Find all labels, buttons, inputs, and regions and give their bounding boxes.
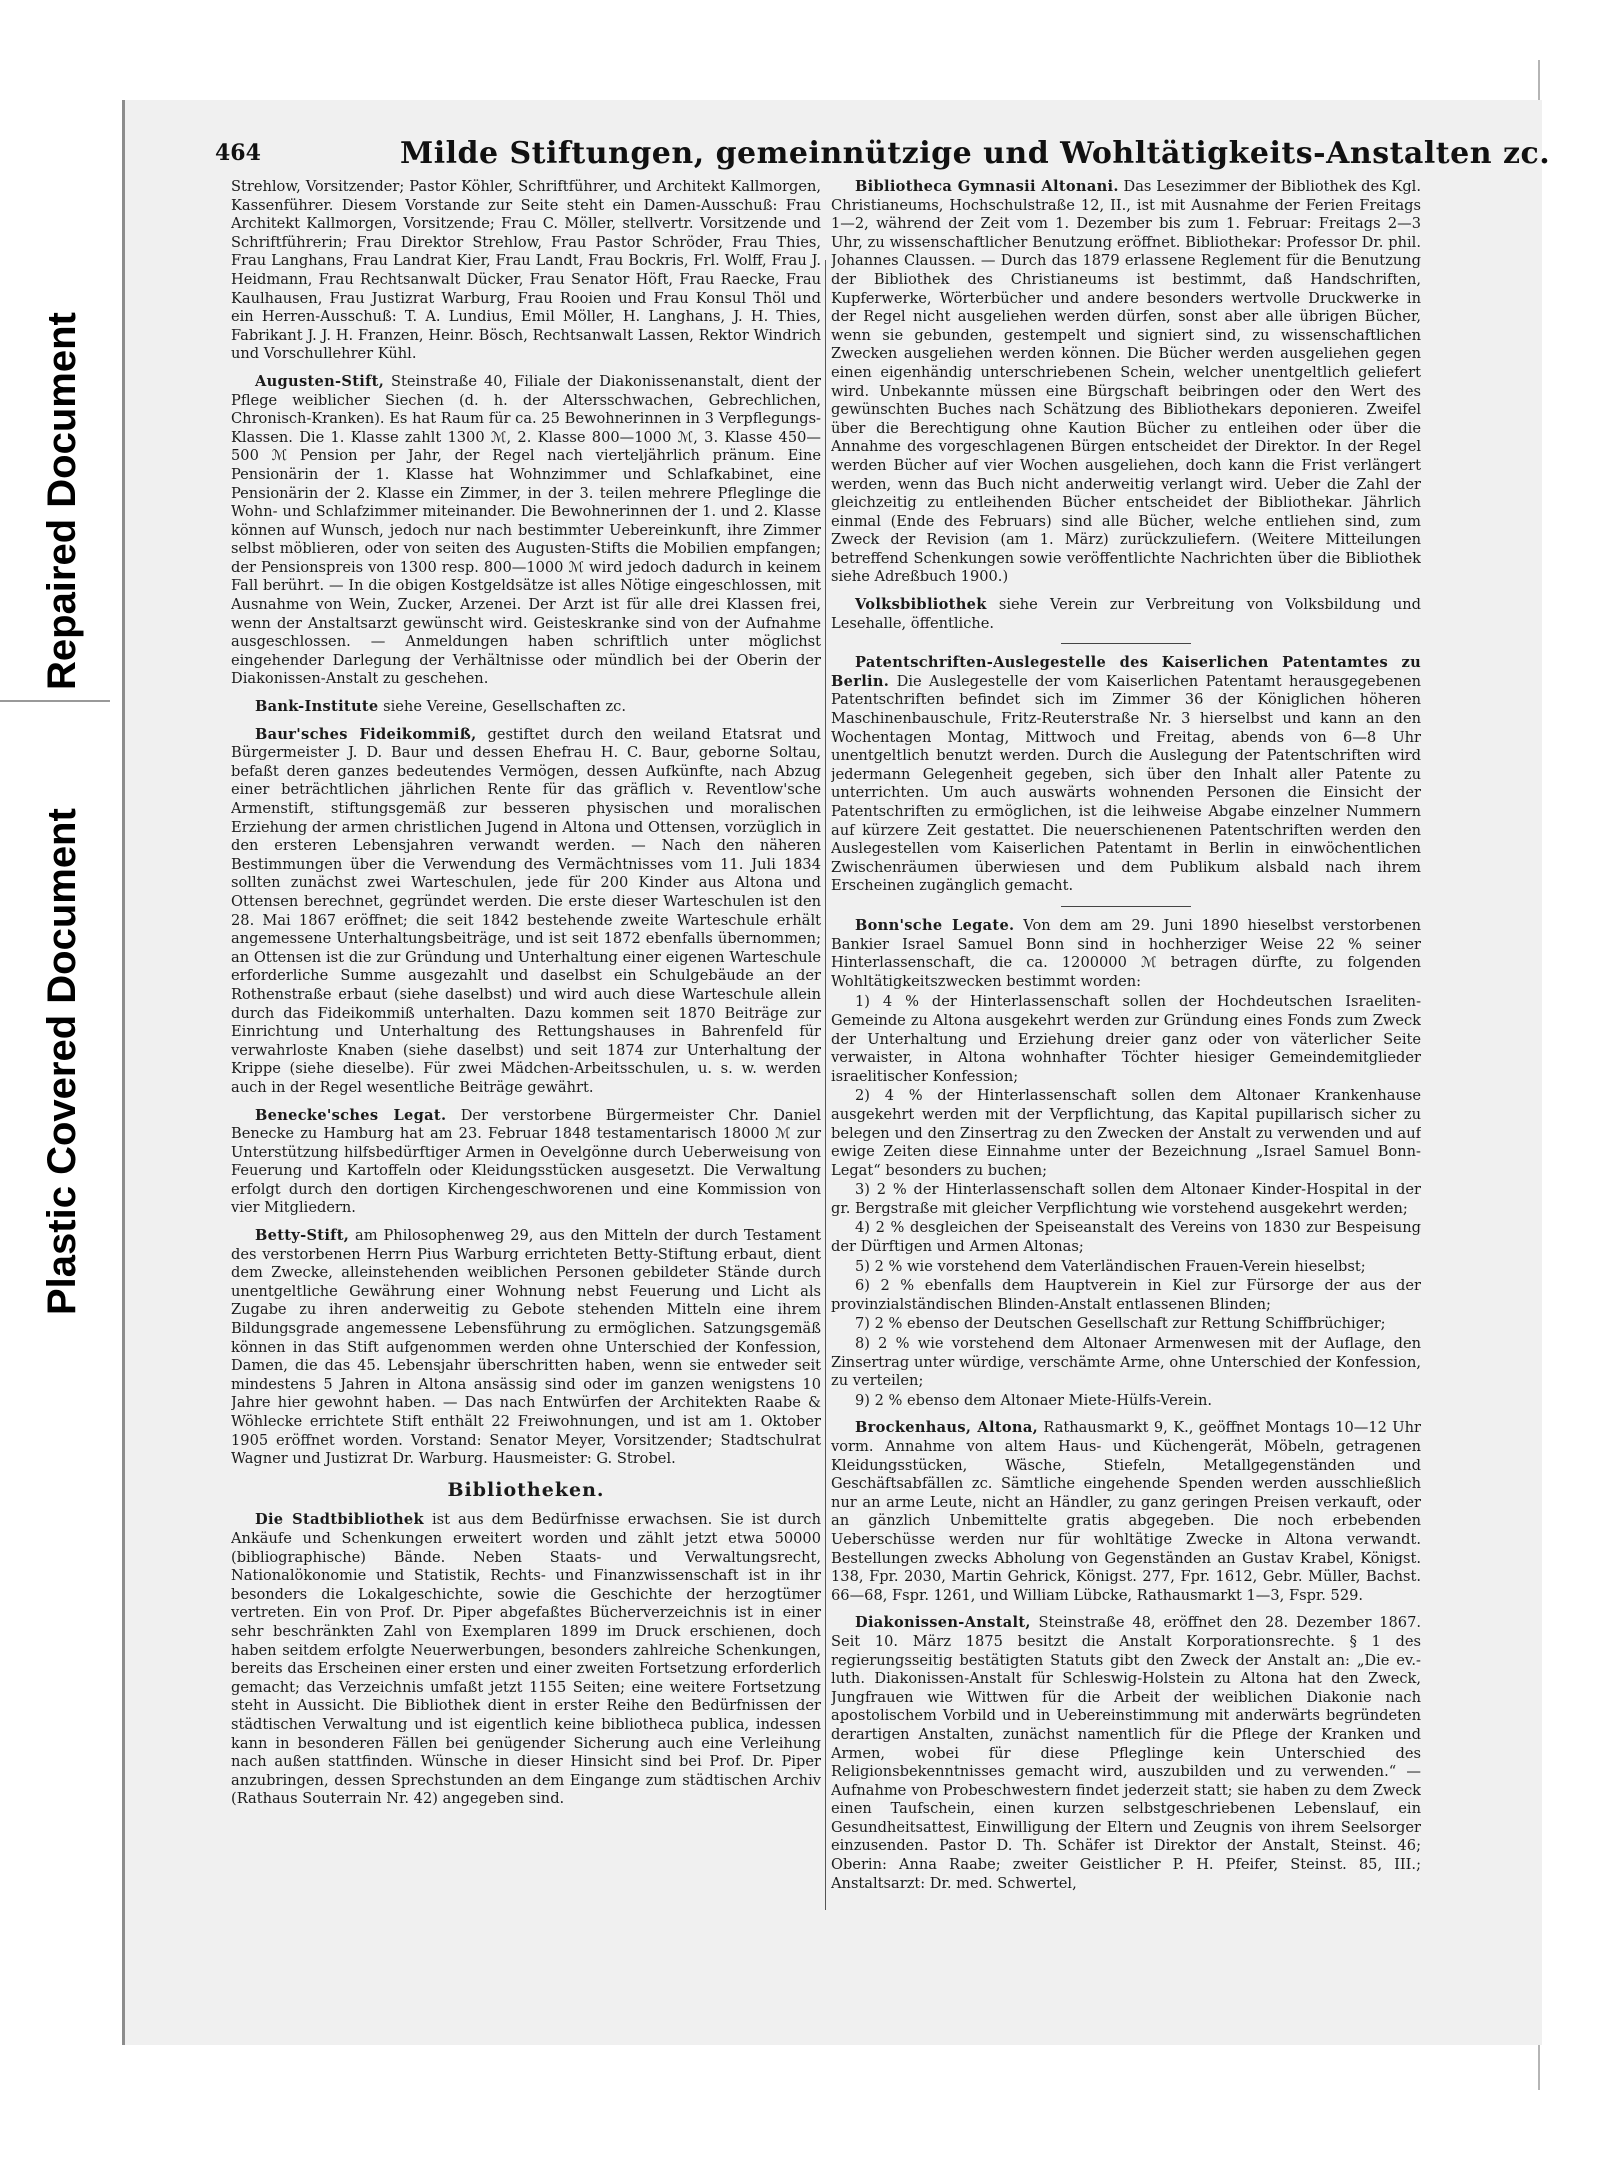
left-column (231, 178, 821, 1968)
entry-title: Die Stadtbibliothek (255, 1511, 424, 1529)
entry-stadtbibliothek: Die Stadtbibliothek ist aus dem Bedürfnisse erwachsen. Sie ist durch Ankäufe und Schenkungen erweitert worden und zählt jetzt etwa 50000 (bibliographische) Bände. Neben Staats- und Verwaltungsrecht, Nationalökonomie und Statistik, Rechts- und Finanzwissenschaft ist in ihr besonders die Lokalgeschichte, sowie die Geschichte der herzogtümer vertreten. Ein von Prof. Dr. Piper abgefaßtes Bücherverzeichnis ist in einer sehr beschränkten Zahl von Exemplaren 1899 im Druck erschienen, doch haben seitdem erfolgte Neuerwerbungen, besonders zahlreiche Schenkungen, bereits das Erscheinen einer ersten und einer zweiten Fortsetzung erforderlich gemacht; das Verzeichnis umfaßt jetzt 1155 Seiten; eine weitere Fortsetzung steht in Aussicht. Die Bibliothek dient in erster Reihe den Bedürfnissen der städtischen Verwaltung und ist eigentlich keine bibliotheca publica, indessen kann in besonderen Fällen bei genügender Sicherung auch eine Verleihung nach außen stattfinden. Wünsche in dieser Hinsicht sind bei Prof. Dr. Piper anzubringen, dessen Sprechstunden an dem Eingange zum städtischen Archiv (Rathaus Souterrain Nr. 42) angegeben sind. (231, 1511, 821, 1808)
list-item: 8) 2 % wie vorstehend dem Altonaer Armenwesen mit der Auflage, den Zinsertrag unter würdige, verschämte Arme, ohne Unterschied der Konfession, zu verteilen; (831, 1335, 1421, 1390)
entry-title: Volksbibliothek (855, 596, 987, 614)
entry-title: Augusten-Stift, (255, 372, 385, 390)
label-divider (0, 700, 110, 702)
entry-bonn-legate: Bonn'sche Legate. Von dem am 29. Juni 1890 hieselbst verstorbenen Bankier Israel Samuel Bonn sind in hochherziger Weise 22 % seiner Hinterlassenschaft, die ca. 1200000 ℳ betragen dürfte, zu folgenden Wohltätigkeitszwecken bestimmt worden: (831, 916, 1421, 990)
entry-augusten-stift: Augusten-Stift, Steinstraße 40, Filiale der Diakonissenanstalt, dient der Pflege weiblicher Siechen (d. h. der Altersschwachen, Gebrechlichen, Chronisch-Kranken). Es hat Raum für ca. 25 Bewohnerinnen in 3 Verpflegungs-Klassen. Die 1. Klasse zahlt 1300 ℳ, 2. Klasse 800—1000 ℳ, 3. Klasse 450—500 ℳ Pension per Jahr, der Regel nach vierteljährlich pränum. Eine Pensionärin der 1. Klasse hat Wohnzimmer und Schlafkabinet, eine Pensionärin der 2. Klasse ein Zimmer, in der 3. teilen mehrere Pfleglinge die Wohn- und Schlafzimmer miteinander. Die Bewohnerinnen der 1. und 2. Klasse können auf Wunsch, jedoch nur nach bestimmter Uebereinkunft, ihre Zimmer selbst möblieren, oder von seiten des Augusten-Stifts die Mobilien empfangen; der Pensionspreis von 1300 resp. 800—1000 ℳ wird jedoch dadurch in keinem Fall berührt. — In die obigen Kostgeldsätze ist alles Nötige eingeschlossen, mit Ausnahme von Wein, Zucker, Arzenei. Der Arzt ist für alle drei Klassen frei, wenn der Anstaltsarzt gewünscht wird. Geisteskranke sind von der Aufnahme ausgeschlossen. — Anmeldungen haben schriftlich unter möglichst eingehender Darlegung der Verhältnisse oder mündlich bei der Oberin der Diakonissen-Anstalt zu geschehen. (231, 372, 821, 688)
section-heading-bibliotheken: Bibliotheken. (447, 1478, 605, 1501)
list-item: 5) 2 % wie vorstehend dem Vaterländischen Frauen-Verein hieselbst; (855, 1257, 1366, 1275)
list-item: 7) 2 % ebenso der Deutschen Gesellschaft zur Rettung Schiffbrüchiger; (855, 1315, 1386, 1333)
separator-rule (1061, 906, 1191, 907)
list-item: 2) 4 % der Hinterlassenschaft sollen dem Altonaer Krankenhause ausgekehrt werden mit der Verpflichtung, das Kapital pupillarisch sicher zu belegen und den Zinsertrag zu den Zwecken der Anstalt zu verwenden und auf ewige Zeiten diese Einnahme unter der Bezeichnung „Israel Samuel Bonn-Legat“ besonders zu buchen; (831, 1087, 1421, 1179)
entry-betty-stift: Betty-Stift, am Philosophenweg 29, aus den Mitteln der durch Testament des verstorbenen Herrn Pius Warburg errichteten Betty-Stiftung erbaut, dient dem Zwecke, alleinstehenden weiblichen Personen gebildeter Stände durch unentgeltliche Gewährung einer Wohnung nebst Feuerung und Licht als Zugabe zu ihren anderweitig zu Gebote stehenden Mitteln eine ihrem Bildungsgrade angemessene Lebensführung zu ermöglichen. Satzungsgemäß können in das Stift aufgenommen werden ohne Unterschied der Konfession, Damen, die das 45. Lebensjahr überschritten haben, wenn sie entweder seit mindestens 5 Jahren in Altona ansässig sind oder im ganzen wenigstens 10 Jahre hier gewohnt haben. — Das nach Entwürfen der Architekten Raabe & Wöhlecke errichtete Stift enthält 22 Freiwohnungen, und ist am 1. Oktober 1905 eröffnet worden. Vorstand: Senator Meyer, Vorsitzender; Stadtschulrat Wagner und Justizrat Dr. Warburg. Hausmeister: G. Strobel. (231, 1227, 821, 1468)
column-divider (825, 260, 826, 1910)
entry-title: Bank-Institute (255, 698, 379, 716)
list-item: 9) 2 % ebenso dem Altonaer Miete-Hülfs-Verein. (855, 1391, 1213, 1409)
page-number: 464 (215, 140, 261, 166)
entry-baur-fideikommiss: Baur'sches Fideikommiß, gestiftet durch den weiland Etatsrat und Bürgermeister J. D. Baur und dessen Ehefrau H. C. Baur, geborne Soltau, befaßt deren ganzes bedeutendes Vermögen, dessen Aufkünfte, nach Abzug einer beträchtlichen jährlichen Rente für das gräflich v. Reventlow'sche Armenstift, stiftungsgemäß zur besseren physischen und moralischen Erziehung der armen christlichen Jugend in Altona und Ottensen, vorzüglich in den ersteren Lebensjahren verwandt werden. — Nach den näheren Bestimmungen über die Verwendung des Vermächtnisses vom 11. Juli 1834 sollten zunächst zwei Warteschulen, jede für 200 Kinder aus Altona und Ottensen berechnet, gegründet werden. Die erste dieser Warteschulen ist den 28. Mai 1867 eröffnet; die seit 1842 bestehende zweite Warteschule erhält angemessene Unterhaltungsbeiträge, und ist seit 1872 ebenfalls übernommen; an Ottensen ist die zur Gründung und Unterhaltung einer eigenen Warteschule erforderliche Summe ausgezahlt und daselbst ein Schulgebäude an der Rothenstraße erbaut (siehe daselbst) und wird auch diese Warteschule allein durch das Fideikommiß unterhalten. Dazu kommen seit 1870 Beiträge zur Einrichtung und Unterhaltung des Rettungshauses in Bahrenfeld für verwahrloste Knaben (siehe daselbst) und seit 1874 zur Unterhaltung der Krippe (siehe dieselbe). Für zwei Mädchen-Arbeitsschulen, u. s. w. werden auch in der Regel wesentliche Beiträge gewährt. (231, 725, 821, 1096)
entry-volksbibliothek: Volksbibliothek siehe Verein zur Verbreitung von Volksbildung und Lesehalle, öffentliche. (831, 596, 1421, 632)
entry-brockenhaus: Brockenhaus, Altona, Rathausmarkt 9, K., geöffnet Montags 10—12 Uhr vorm. Annahme von altem Haus- und Küchengerät, Möbeln, getragenen Kleidungsstücken, Wäsche, Stiefeln, Metallgegenständen und Geschäftsabfällen zc. Sämtliche eingehende Spenden werden ausschließlich nur an arme Leute, nicht an Händler, zu ganz geringen Preisen verkauft, oder an gänzlich Unbemittelte gratis abgegeben. Die noch erbebenden Ueberschüsse werden nur für wohltätige Zwecke in Altona verwandt. Bestellungen zwecks Abholung von Gegenständen an Gustav Krabel, Königst. 138, Fpr. 2030, Martin Gehrick, Königst. 277, Fpr. 1612, Gebr. Müller, Bachst. 66—68, Fspr. 1261, und William Lübcke, Rathausmarkt 1—3, Fspr. 529. (831, 1419, 1421, 1604)
list-item: 4) 2 % desgleichen der Speiseanstalt des Vereins von 1830 zur Bespeisung der Dürftigen und Armen Altonas; (831, 1219, 1421, 1256)
scanned-page (122, 100, 1551, 2045)
entry-bibliotheca-gymnasii: Bibliotheca Gymnasii Altonani. Das Lesezimmer der Bibliothek des Kgl. Christianeums, Hochschulstraße 12, II., ist mit Ausnahme der Ferien Freitags 1—2, während der Zeit vom 1. Dezember bis zum 1. Februar: Freitags 2—3 Uhr, zu wissenschaftlicher Benutzung eröffnet. Bibliothekar: Professor Dr. phil. Johannes Claussen. — Durch das 1879 erlassene Reglement für die Benutzung der Bibliothek des Christianeums ist bestimmt, daß Handschriften, Kupferwerke, Wörterbücher und andere besonders wertvolle Druckwerke in der Regel nicht ausgeliehen werden dürfen, sonst aber alle übrigen Bücher, wenn sie gebunden, gestempelt und signiert sind, zu wissenschaftlichen Zwecken ausgeliehen werden können. Die Bücher werden ausgeliehen gegen einen eigenhändig unterschriebenen Schein, welcher unentgeltlich geliefert wird. Unbekannte müssen eine Bürgschaft beibringen oder den Wert des gewünschten Buches nach Schätzung des Bibliothekars deponieren. Zweifel über die Berechtigung ohne Kaution Bücher zu entleihen oder über die Annahme des vorgeschlagenen Bürgen entscheidet der Direktor. In der Regel werden Bücher auf vier Wochen ausgeliehen, doch kann die Frist verlängert werden, wenn das Buch nicht anderweitig verlangt wird. Ueber die Zahl der gleichzeitig zu entleihenden Bücher entscheidet der Bibliothekar. Jährlich einmal (Ende des Februars) sind alle Bücher, welche entliehen sind, zum Zweck der Revision (am 1. März) zurückzuliefern. (Weitere Mitteilungen betreffend Schenkungen sowie veröffentlichte Nachrichten über die Bibliothek siehe Adreßbuch 1900.) (831, 178, 1421, 586)
entry-benecke-legat: Benecke'sches Legat. Der verstorbene Bürgermeister Chr. Daniel Benecke zu Hamburg hat am 23. Februar 1848 testamentarisch 18000 ℳ zur Unterstützung hilfsbedürftiger Armen in Oevelgönne durch Ueberweisung von Feuerung und Kartoffeln oder Kleidungsstücken ausgesetzt. Die Verwaltung erfolgt durch den dortigen Kirchengeschworenen und eine Kommission von vier Mitgliedern. (231, 1106, 821, 1217)
entry-title: Diakonissen-Anstalt, (855, 1614, 1031, 1632)
entry-title: Patentschriften-Auslegestelle des Kaiserlichen Patentamtes zu Berlin. (831, 654, 1421, 690)
entry-bank-institute: Bank-Institute siehe Vereine, Gesellschaften zc. (255, 698, 626, 716)
entry-title: Bonn'sche Legate. (855, 916, 1015, 934)
entry-title: Betty-Stift, (255, 1227, 350, 1245)
right-column (831, 178, 1421, 1968)
entry-title: Benecke'sches Legat. (255, 1106, 447, 1124)
plastic-covered-document-label: Plastic Covered Document (40, 808, 84, 1315)
entry-diakonissen-anstalt: Diakonissen-Anstalt, Steinstraße 48, eröffnet den 28. Dezember 1867. Seit 10. März 1875 besitzt die Anstalt Korporationsrechte. § 1 des regierungsseitig bestätigten Statuts gibt den Zweck der Anstalt an: „Die ev.-luth. Diakonissen-Anstalt für Schleswig-Holstein zu Altona hat den Zweck, Jungfrauen wie Wittwen für die Arbeit der weiblichen Diakonie nach apostolischem Vorbild und in Uebereinstimmung mit anderwärts begründeten derartigen Anstalten, zunächst namentlich für die Pflege der Kranken und Armen, wobei für diese Pfleglinge kein Unterschied des Religionsbekenntnisses gemacht wird, auszubilden und zu verwenden.“ — Aufnahme von Probeschwestern findet jederzeit statt; sie haben zu dem Zweck einen Taufschein, einen kurzen selbstgeschriebenen Lebenslauf, ein Gesundheitsattest, Einwilligung der Eltern und Zeugnis von ihrem Seelsorger einzusenden. Pastor D. Th. Schäfer ist Direktor der Anstalt, Steinst. 46; Oberin: Anna Raabe; zweiter Geistlicher P. H. Pfeifer, Steinst. 85, III.; Anstaltsarzt: Dr. med. Schwertel, (831, 1614, 1421, 1892)
list-item: 1) 4 % der Hinterlassenschaft sollen der Hochdeutschen Israeliten-Gemeinde zu Altona ausgekehrt werden zur Gründung eines Fonds zum Zweck der Unterhaltung und Erziehung dreier ganz oder von väterlicher Seite verwaister, in Altona wohnhafter Töchter hiesiger Gemeindemitglieder israelitischer Konfession; (831, 993, 1421, 1085)
entry-title: Brockenhaus, Altona, (855, 1419, 1038, 1437)
separator-rule (1061, 643, 1191, 644)
entry-patentschriften: Patentschriften-Auslegestelle des Kaiserlichen Patentamtes zu Berlin. Die Auslegestelle der vom Kaiserlichen Patentamt herausgegebenen Patentschriften befindet sich im Zimmer 36 der Königlichen höheren Maschinenbauschule, Fritz-Reuterstraße Nr. 3 hierselbst und kann an den Wochentagen Montag, Mittwoch und Freitag, abends von 6—8 Uhr unentgeltlich benutzt werden. Durch die Auslegung der Patentschriften wird jedermann Gelegenheit gegeben, sich über den Inhalt aller Patente zu unterrichten. Um auch auswärts wohnenden Personen die Einsicht der Patentschriften zu ermöglichen, ist die leihweise Abgabe einzelner Nummern auf kürzere Zeit gestattet. Die neuerschienenen Patentschriften werden den Auslegestellen vom Kaiserlichen Patentamt in Berlin in einwöchentlichen Zwischenräumen überwiesen und dem Publikum alsbald nach ihrem Erscheinen zugänglich gemacht. (831, 654, 1421, 895)
list-item: 3) 2 % der Hinterlassenschaft sollen dem Altonaer Kinder-Hospital in der gr. Bergstraße mit gleicher Verpflichtung wie vorstehend ausgekehrt werden; (831, 1181, 1421, 1217)
list-item: 6) 2 % ebenfalls dem Hauptverein in Kiel zur Fürsorge der aus der provinzialständischen Blinden-Anstalt entlassenen Blinden; (831, 1277, 1421, 1313)
board-continuation: Strehlow, Vorsitzender; Pastor Köhler, Schriftführer, und Architekt Kallmorgen, Kassenführer. Diesem Vorstande zur Seite steht ein Damen-Ausschuß: Frau Architekt Kallmorgen, Vorsitzende; Frau C. Möller, stellvertr. Vorsitzende und Schriftführerin; Frau Direktor Strehlow, Frau Pastor Schröder, Frau Thies, Frau Langhans, Frau Landrat Kier, Frau Landt, Frau Bockris, Frl. Wolff, Frau J. Heidmann, Frau Rechtsanwalt Dücker, Frau Senator Höft, Frau Raecke, Frau Kaulhausen, Frau Justizrat Warburg, Frau Rooien und Frau Konsul Thöl und ein Herren-Ausschuß: T. A. Lundius, Emil Möller, H. Langhans, J. H. Thies, Fabrikant J. J. H. Franzen, Heinr. Bösch, Rechtsanwalt Lassen, Rektor Windrich und Vorschullehrer Kühl. (231, 178, 821, 363)
entry-title: Baur'sches Fideikommiß, (255, 725, 477, 743)
page-header (215, 136, 1565, 180)
running-title: Milde Stiftungen, gemeinnützige und Wohltätigkeits-Anstalten zc. (400, 136, 1551, 171)
repaired-document-label: Repaired Document (40, 312, 84, 690)
bonn-legate-list (831, 993, 1421, 1410)
entry-title: Bibliotheca Gymnasii Altonani. (855, 178, 1119, 195)
side-labels (0, 0, 120, 2177)
